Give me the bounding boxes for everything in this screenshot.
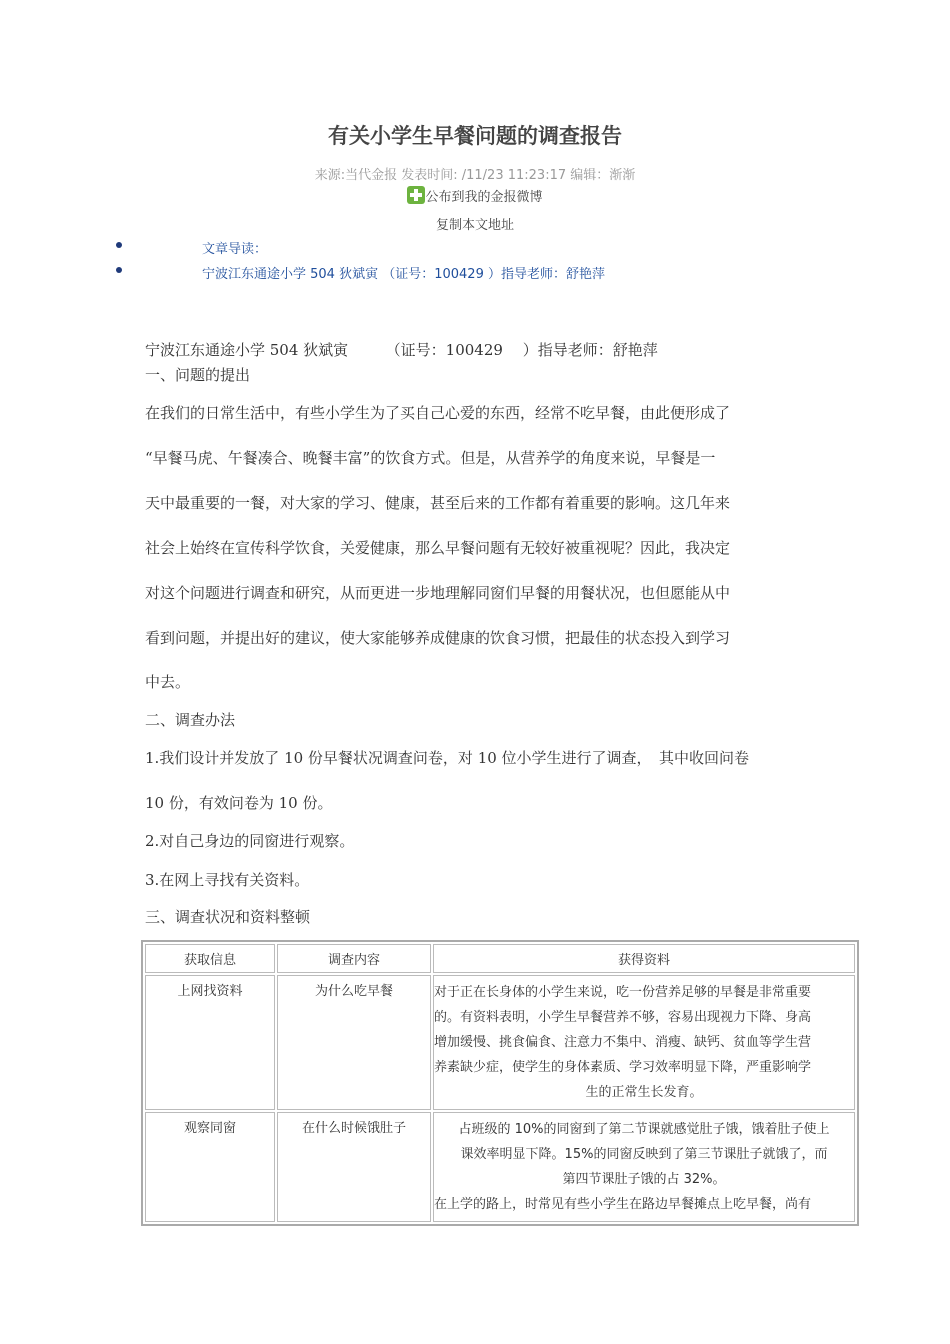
findings-cell: 对于正在长身体的小学生来说，吃一份营养足够的早餐是非常重要 的。有资料表明，小学生早餐营养不够，容易出现视力下降、身高 增加缓慢、挑食偏食、注意力不集中、消瘦、缺钙、贫血等学生营 养素缺少症，使学生的身体素质、学习效率明显下降，严重影响学 生的正常生长发育。	[433, 975, 855, 1110]
table-row	[145, 975, 855, 1110]
article-meta: 来源:当代金报 发表时间: /11/23 11:23:17 编辑：渐渐	[314, 168, 636, 183]
topic-cell: 为什么吃早餐	[277, 975, 431, 1110]
paragraph-line: 对这个问题进行调查和研究，从而更进一步地理解同窗们早餐的用餐状况，也但愿能从中	[145, 584, 731, 602]
table-row	[145, 1112, 855, 1222]
method-line: 10 份，有效问卷为 10 份。	[145, 794, 333, 812]
section-heading: 三、调查状况和资料整顿	[145, 908, 311, 926]
survey-table	[141, 940, 859, 1226]
paragraph-line: 中去。	[145, 673, 191, 691]
paragraph-line: “早餐马虎、午餐凑合、晚餐丰富”的饮食方式。但是，从营养学的角度来说，早餐是一	[145, 449, 716, 467]
paragraph-line: 在我们的日常生活中，有些小学生为了买自己心爱的东西，经常不吃早餐，由此便形成了	[145, 404, 731, 422]
paragraph-line: 社会上始终在宣传科学饮食，关爱健康，那么早餐问题有无较好被重视呢？因此，我决定	[145, 539, 731, 557]
table-header-row	[145, 944, 855, 973]
source-cell: 上网找资料	[145, 975, 275, 1110]
paragraph-line: 看到问题，并提出好的建议，使大家能够养成健康的饮食习惯，把最佳的状态投入到学习	[145, 629, 731, 647]
bullet-dot-icon	[116, 242, 122, 248]
article-title: 有关小学生早餐问题的调查报告	[328, 124, 622, 148]
header-cell: 获取信息	[145, 944, 275, 973]
bullet-dot-icon	[116, 267, 122, 273]
author-line: 宁波江东通途小学 504 狄斌寅 （证号：100429 ）指导老师：舒艳萍	[145, 341, 658, 359]
header-cell: 调查内容	[277, 944, 431, 973]
findings-cell: 占班级的 10%的同窗到了第二节课就感觉肚子饿，饿着肚子使上 课效率明显下降。15%的同窗反映到了第三节课肚子就饿了，而 第四节课肚子饿的占 32%。 在上学的路上，时常见有些小学生在路边早餐摊点上吃早餐，尚有	[433, 1112, 855, 1222]
section-heading: 二、调查办法	[145, 711, 236, 729]
share-to-weibo[interactable]	[0, 186, 950, 205]
section-heading: 一、问题的提出	[145, 366, 251, 384]
paragraph-line: 天中最重要的一餐，对大家的学习、健康，甚至后来的工作都有着重要的影响。这几年来	[145, 494, 731, 512]
header-cell: 获得资料	[433, 944, 855, 973]
method-line: 3.在网上寻找有关资料。	[145, 871, 310, 889]
source-cell: 观察同窗	[145, 1112, 275, 1222]
share-plus-icon[interactable]	[407, 186, 425, 204]
method-line: 2.对自己身边的同窗进行观察。	[145, 832, 355, 850]
copy-link[interactable]: 复制本文地址	[435, 218, 514, 233]
topic-cell: 在什么时候饿肚子	[277, 1112, 431, 1222]
share-label[interactable]: 公布到我的金报微博	[425, 190, 543, 205]
method-line: 1.我们设计并发放了 10 份早餐状况调查问卷，对 10 位小学生进行了调查， 其中收回问卷	[145, 749, 750, 767]
